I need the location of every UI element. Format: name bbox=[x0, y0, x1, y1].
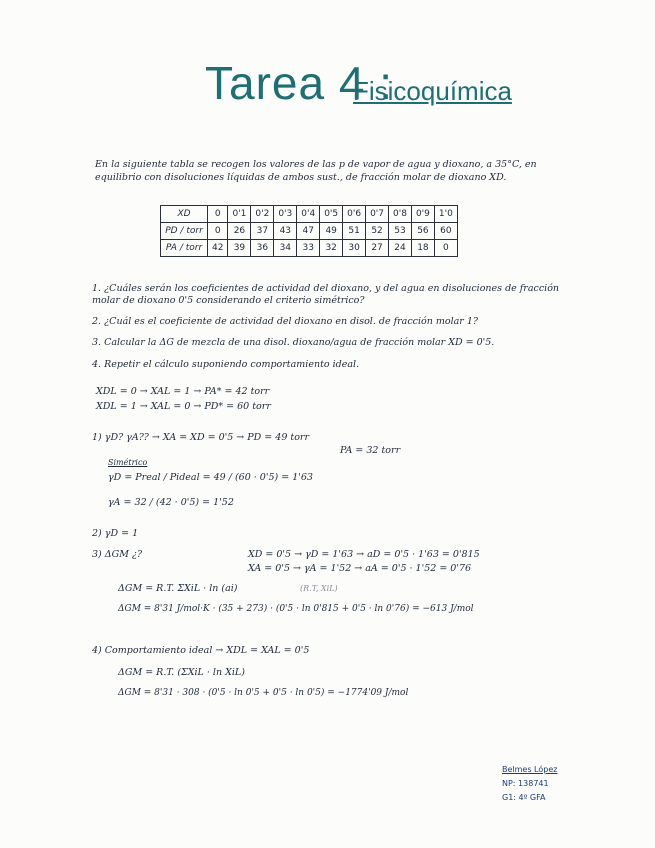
table-cell: 0'5 bbox=[320, 206, 343, 223]
table-cell: 33 bbox=[297, 240, 320, 257]
row-label: PA / torr bbox=[161, 240, 208, 257]
table-cell: 18 bbox=[411, 240, 434, 257]
table-cell: 39 bbox=[228, 240, 251, 257]
limit-line-2: XDL = 1 → XAL = 0 → PD* = 60 torr bbox=[96, 401, 271, 412]
table-cell: 1'0 bbox=[434, 206, 457, 223]
table-cell: 0'3 bbox=[274, 206, 297, 223]
activity-d: XD = 0'5 → γD = 1'63 → aD = 0'5 · 1'63 = 0'815 bbox=[248, 549, 480, 560]
activity-a: XA = 0'5 → γA = 1'52 → aA = 0'5 · 1'52 = 0'76 bbox=[248, 563, 472, 574]
title-main: Tarea 4 : bbox=[205, 57, 393, 109]
gibbs-result: ΔGM = 8'31 J/mol·K · (35 + 273) · (0'5 · ln 0'815 + 0'5 · ln 0'76) = −613 J/mol bbox=[118, 604, 474, 614]
question-2: 2. ¿Cuál es el coeficiente de actividad del dioxano en disol. de fracción molar 1? bbox=[92, 316, 478, 327]
table-cell: 53 bbox=[389, 223, 412, 240]
table-cell: 56 bbox=[411, 223, 434, 240]
table-cell: 0'6 bbox=[343, 206, 366, 223]
gibbs-formula: ΔGM = R.T. ΣXiL · ln (ai) bbox=[118, 583, 238, 594]
title-subject: Fisicoquímica bbox=[353, 76, 512, 106]
table-cell: 32 bbox=[320, 240, 343, 257]
answer-1-header: 1) γD? γA?? → XA = XD = 0'5 → PD = 49 torr bbox=[92, 432, 310, 443]
table-cell: 0'8 bbox=[389, 206, 412, 223]
row-label: XD bbox=[161, 206, 208, 223]
table-cell: 37 bbox=[251, 223, 274, 240]
answer-1-pa: PA = 32 torr bbox=[340, 445, 401, 456]
table-cell: 0 bbox=[434, 240, 457, 257]
author-np: NP: 138741 bbox=[502, 779, 549, 788]
author-block bbox=[502, 763, 592, 805]
table-row bbox=[161, 206, 458, 223]
table-cell: 26 bbox=[228, 223, 251, 240]
gamma-d-calc: γD = Preal / Pideal = 49 / (60 · 0'5) = 1'63 bbox=[108, 472, 313, 483]
table-cell: 0'7 bbox=[366, 206, 389, 223]
ideal-formula: ΔGM = R.T. (ΣXiL · ln XiL) bbox=[118, 667, 245, 678]
symmetric-label: Simétrico bbox=[108, 458, 148, 467]
table-cell: 49 bbox=[320, 223, 343, 240]
row-label: PD / torr bbox=[161, 223, 208, 240]
vapor-pressure-table bbox=[160, 205, 458, 257]
table-cell: 0'1 bbox=[228, 206, 251, 223]
table-cell: 34 bbox=[274, 240, 297, 257]
table-cell: 0 bbox=[208, 206, 228, 223]
answer-3-header: 3) ΔGM ¿? bbox=[92, 549, 143, 560]
table-cell: 30 bbox=[343, 240, 366, 257]
answer-4-header: 4) Comportamiento ideal → XDL = XAL = 0'5 bbox=[92, 645, 310, 656]
table-cell: 27 bbox=[366, 240, 389, 257]
question-3: 3. Calcular la ΔG de mezcla de una disol. dioxano/agua de fracción molar XD = 0'5. bbox=[92, 337, 495, 348]
table-cell: 51 bbox=[343, 223, 366, 240]
table-cell: 0 bbox=[208, 223, 228, 240]
ideal-result: ΔGM = 8'31 · 308 · (0'5 · ln 0'5 + 0'5 · ln 0'5) = −1774'09 J/mol bbox=[118, 688, 409, 698]
table-cell: 0'2 bbox=[251, 206, 274, 223]
table-cell: 60 bbox=[434, 223, 457, 240]
question-4: 4. Repetir el cálculo suponiendo comportamiento ideal. bbox=[92, 359, 360, 370]
limit-line-1: XDL = 0 → XAL = 1 → PA* = 42 torr bbox=[96, 386, 270, 397]
table-cell: 43 bbox=[274, 223, 297, 240]
document-title bbox=[205, 46, 512, 136]
table-cell: 24 bbox=[389, 240, 412, 257]
table-row bbox=[161, 223, 458, 240]
gamma-a-calc: γA = 32 / (42 · 0'5) = 1'52 bbox=[108, 497, 234, 508]
table-cell: 42 bbox=[208, 240, 228, 257]
table-row bbox=[161, 240, 458, 257]
table-cell: 52 bbox=[366, 223, 389, 240]
author-group: G1: 4º GFA bbox=[502, 793, 546, 802]
answer-2: 2) γD = 1 bbox=[92, 528, 139, 539]
table-cell: 36 bbox=[251, 240, 274, 257]
author-name: Belmes López bbox=[502, 765, 558, 774]
question-1: 1. ¿Cuáles serán los coeficientes de actividad del dioxano, y del agua en disoluciones de fracción molar de dioxano 0'5 considerando el criterio simétrico? bbox=[92, 283, 560, 306]
gibbs-note: (R.T, XiL) bbox=[300, 584, 338, 593]
intro-paragraph: En la siguiente tabla se recogen los valores de las p de vapor de agua y dioxano, a 35°C, en equilibrio con disoluciones líquidas de ambos sust., de fracción molar de dioxano XD. bbox=[95, 159, 537, 183]
table-cell: 47 bbox=[297, 223, 320, 240]
table-cell: 0'4 bbox=[297, 206, 320, 223]
table-cell: 0'9 bbox=[411, 206, 434, 223]
